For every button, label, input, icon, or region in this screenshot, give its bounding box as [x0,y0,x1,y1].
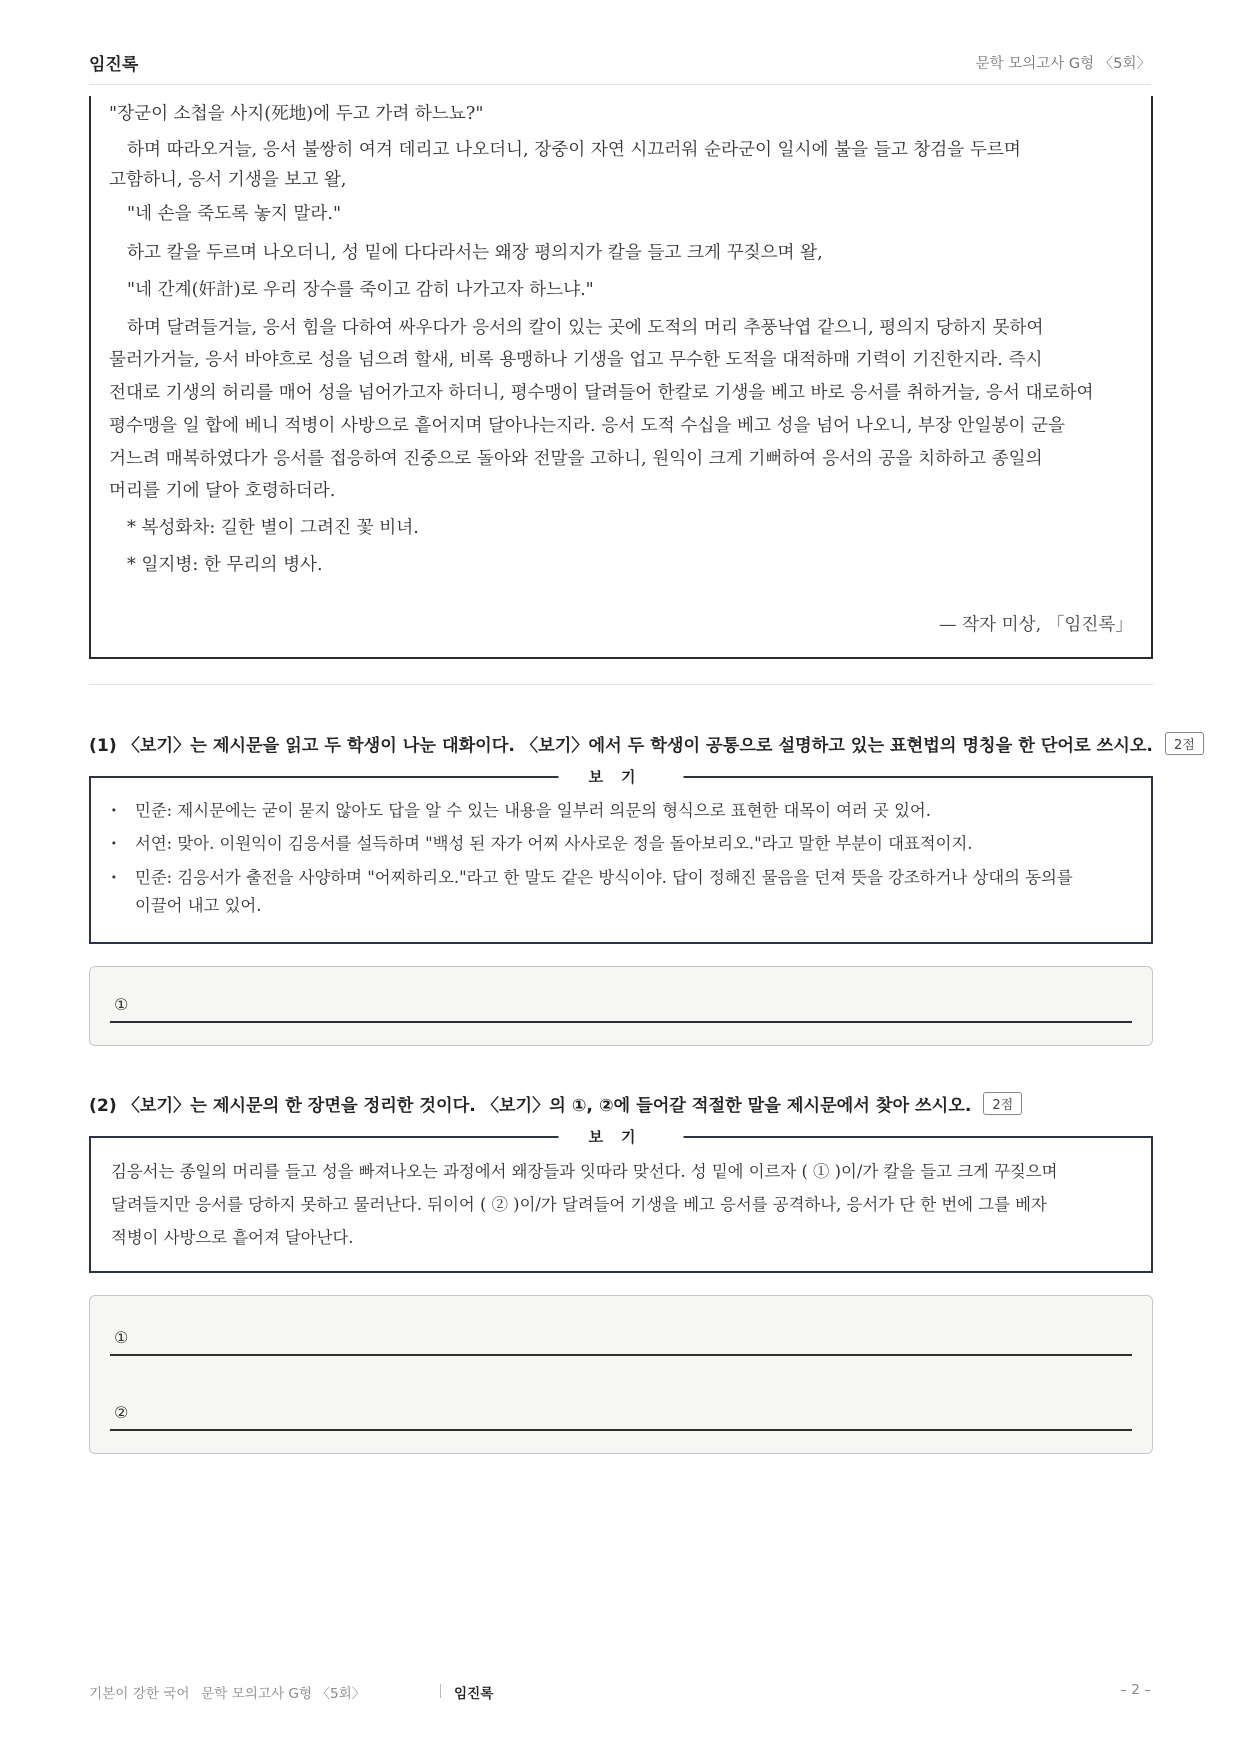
question-1-text: (1) 〈보기〉는 제시문을 읽고 두 학생이 나눈 대화이다. 〈보기〉에서 두 학생이 공통으로 설명하고 있는 표현법의 명칭을 한 단어로 쓰시오. [89,736,1153,756]
passage-line: 하며 달려들거늘, 응서 힘을 다하여 싸우다가 응서의 칼이 있는 곳에 도적의 머리 추풍낙엽 같으니, 평의지 당하지 못하여 [127,318,1044,338]
answer-input-2[interactable] [110,1403,1132,1431]
footer-book: 기본이 강한 국어 [89,1686,190,1702]
bogi-line: 달려들지만 응서를 당하지 못하고 물러난다. 뒤이어 ( ② )이/가 달려들어 기생을 베고 응서를 공격하나, 응서가 단 한 번에 그를 베자 [111,1195,1047,1214]
passage-line: "네 간계(奸計)로 우리 장수를 죽이고 감히 나가고자 하느냐." [127,280,594,300]
header-exam-name: 문학 모의고사 G형 〈5회〉 [975,56,1151,72]
bogi-item [111,864,1121,920]
answer-box-1 [89,966,1153,1046]
footnote: * 일지병: 한 무리의 병사. [127,555,323,575]
footnote: * 복성화차: 길한 별이 그려진 꽃 비녀. [127,518,419,538]
footer-title: 임진록 [454,1686,494,1702]
question-2-title [89,1091,1022,1116]
footer-separator [440,1684,441,1698]
page-number: – 2 – [1120,1682,1151,1698]
question-2-text: (2) 〈보기〉는 제시문의 한 장면을 정리한 것이다. 〈보기〉의 ①, ②에 들어갈 적절한 말을 제시문에서 찾아 쓰시오. [89,1096,972,1116]
bogi-item-text: 민준: 김응서가 출전을 사양하며 "어찌하리오."라고 한 말도 같은 방식이야. 답이 정해진 물음을 던져 뜻을 강조하거나 상대의 동의를 [135,868,1073,887]
section-divider [89,684,1153,685]
passage-line: 고함하니, 응서 기생을 보고 왈, [109,170,347,190]
bogi-box-2 [89,1128,1153,1273]
passage-line: 하고 칼을 두르며 나오더니, 성 밑에 다다라서는 왜장 평의지가 칼을 들고 크게 꾸짖으며 왈, [127,243,823,263]
bogi-item: · 서연: 맞아. 이원익이 김응서를 설득하며 "백성 된 자가 어찌 사사로운 정을 돌아보리오."라고 말한 부분이 대표적이지. [111,830,1121,858]
passage-line: 거느려 매복하였다가 응서를 접응하여 진중으로 돌아와 전말을 고하니, 원익이 크게 기뻐하여 응서의 공을 치하하고 종일의 [109,449,1043,469]
passage-line: "장군이 소첩을 사지(死地)에 두고 가려 하느뇨?" [109,104,484,124]
passage-box [89,96,1153,659]
passage-line: 머리를 기에 달아 호령하더라. [109,481,336,501]
answer-mark: ① [114,995,129,1014]
header-title: 임진록 [89,55,139,75]
page-footer [89,1682,1151,1706]
bogi-box-1 [89,768,1153,944]
bogi-item: · 민준: 제시문에는 굳이 묻지 않아도 답을 알 수 있는 내용을 일부러 의문의 형식으로 표현한 대목이 여러 곳 있어. [111,797,1121,825]
answer-mark: ① [114,1328,129,1347]
bogi-paragraph [111,1155,1111,1254]
points-badge: 2점 [1165,732,1204,755]
answer-input-1[interactable] [110,1328,1132,1356]
bogi-label: 보기 [559,766,684,787]
bogi-line: 적병이 사방으로 흩어져 달아난다. [111,1228,354,1247]
points-badge: 2점 [983,1092,1022,1115]
bogi-line: 김응서는 종일의 머리를 들고 성을 빠져나오는 과정에서 왜장들과 잇따라 맞선다. 성 밑에 이르자 ( ① )이/가 칼을 들고 크게 꾸짖으며 [111,1162,1058,1181]
bogi-label: 보기 [559,1126,684,1147]
passage-line: 물러가거늘, 응서 바야흐로 성을 넘으려 할새, 비록 용맹하나 기생을 업고 무수한 도적을 대적하매 기력이 기진한지라. 즉시 [109,350,1043,370]
passage-line: 평수맹을 일 합에 베니 적병이 사방으로 흩어지며 달아나는지라. 응서 도적 수십을 베고 성을 넘어 나오니, 부장 안일봉이 군을 [109,416,1066,436]
page-header [89,44,1151,85]
footer-exam: 문학 모의고사 G형 〈5회〉 [201,1686,366,1702]
passage-line: "네 손을 죽도록 놓지 말라." [127,204,342,224]
passage-line: 전대로 기생의 허리를 매어 성을 넘어가고자 하더니, 평수맹이 달려들어 한칼로 기생을 베고 바로 응서를 취하거늘, 응서 대로하여 [109,383,1094,403]
bogi-item-text-cont: 이끌어 내고 있어. [135,896,262,915]
passage-attribution: — 작자 미상, 「임진록」 [938,615,1133,635]
passage-line: 하며 따라오거늘, 응서 불쌍히 여겨 데리고 나오더니, 장중이 자연 시끄러워 순라군이 일시에 불을 들고 창검을 두르며 [127,140,1021,160]
answer-box-2 [89,1295,1153,1454]
answer-input-1[interactable] [110,995,1132,1023]
answer-mark: ② [114,1403,129,1422]
question-1-title [89,731,1204,756]
